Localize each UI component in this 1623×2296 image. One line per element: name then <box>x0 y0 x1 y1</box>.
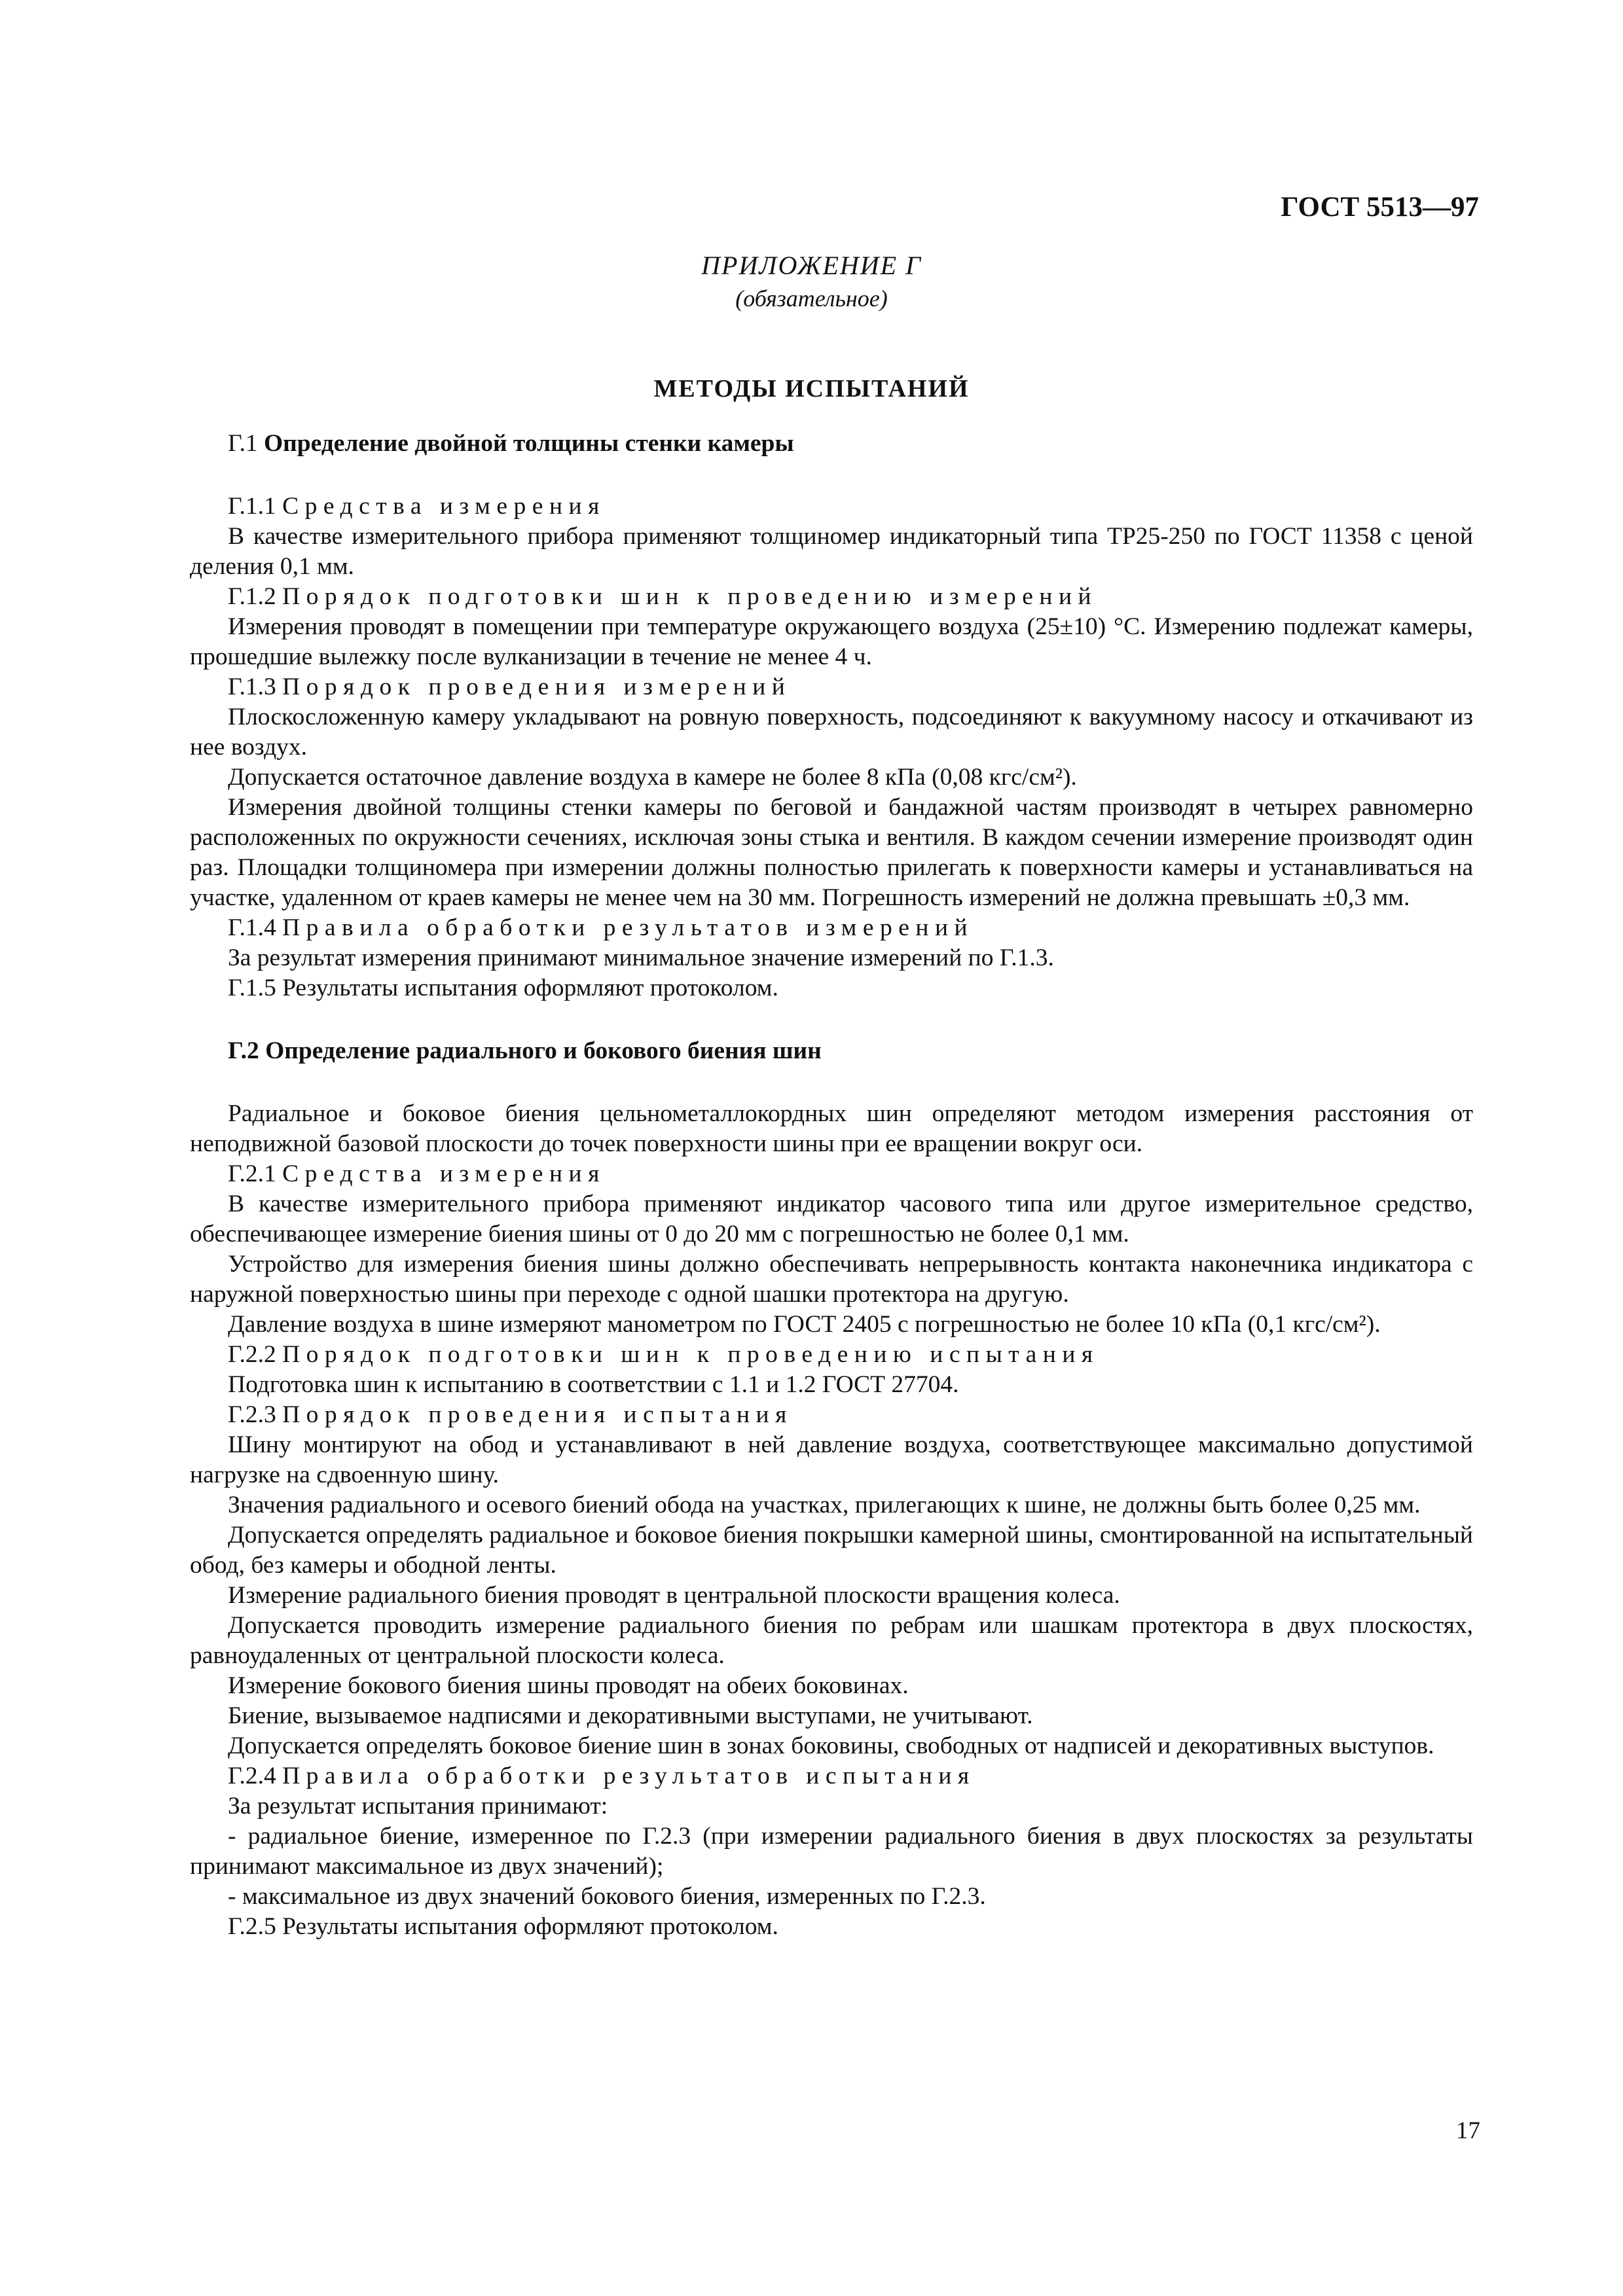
paragraph: Измерение радиального биения проводят в центральной плоскости вращения колеса. <box>228 1582 1120 1609</box>
subsection-title: Средства измерения <box>282 493 606 520</box>
subsection-heading <box>190 1400 1473 1430</box>
paragraph: Давление воздуха в шине измеряют манометром по ГОСТ 2405 с погрешностью не более 10 кПа (0,1 кгс/см²). <box>228 1311 1381 1338</box>
paragraph: Г.1.5 Результаты испытания оформляют протоколом. <box>228 975 778 1001</box>
paragraph: Допускается проводить измерение радиального биения по ребрам или шашкам протектора в двух плоскостях, равноудаленных от центральной плоскости колеса. <box>190 1612 1473 1669</box>
subsection-number: Г.2.3 <box>228 1401 276 1428</box>
subsection-number: Г.2.4 <box>228 1763 276 1789</box>
subsection-number: Г.1.1 <box>228 493 276 520</box>
subsection-heading <box>190 672 1473 702</box>
paragraph: В качестве измерительного прибора применяют индикатор часового типа или другое измерительное средство, обеспечивающее измерение биения шины от 0 до 20 мм с погрешностью не более 0,1 мм. <box>190 1191 1473 1247</box>
subsection-title: Порядок подготовки шин к проведению измерений <box>282 583 1098 610</box>
subsection-heading <box>190 1761 1473 1791</box>
list-item: - максимальное из двух значений бокового биения, измеренных по Г.2.3. <box>228 1883 986 1910</box>
subsection-number: Г.2.2 <box>228 1341 276 1368</box>
paragraph: Значения радиального и осевого биений обода на участках, прилегающих к шине, не должны быть более 0,25 мм. <box>228 1492 1421 1518</box>
paragraph: Г.2.5 Результаты испытания оформляют протоколом. <box>228 1913 778 1940</box>
section-number: Г.1 <box>228 430 258 457</box>
section-heading-g1 <box>190 429 1473 459</box>
paragraph: Допускается определять боковое биение шин в зонах боковины, свободных от надписей и декоративных выступов. <box>228 1732 1434 1759</box>
paragraph: Шину монтируют на обод и устанавливают в ней давление воздуха, соответствующее максимально допустимой нагрузке на сдвоенную шину. <box>190 1431 1473 1488</box>
paragraph: Биение, вызываемое надписями и декоративными выступами, не учитывают. <box>228 1702 1033 1729</box>
paragraph: Допускается определять радиальное и боковое биения покрышки камерной шины, смонтированной на испытательный обод, без камеры и ободной ленты. <box>190 1522 1473 1579</box>
document-body <box>190 429 1473 1942</box>
subsection-number: Г.1.4 <box>228 914 276 941</box>
paragraph: Радиальное и боковое биения цельнометаллокордных шин определяют методом измерения расстояния от неподвижной базовой плоскости до точек поверхности шины при ее вращении вокруг оси. <box>190 1100 1473 1157</box>
page-number: 17 <box>1456 2117 1480 2144</box>
subsection-heading <box>190 582 1473 612</box>
paragraph: За результат испытания принимают: <box>228 1793 608 1820</box>
subsection-number: Г.1.3 <box>228 673 276 700</box>
subsection-heading <box>190 492 1473 522</box>
paragraph: Устройство для измерения биения шины должно обеспечивать непрерывность контакта наконечника индикатора с наружной поверхностью шины при переходе с одной шашки протектора на другую. <box>190 1251 1473 1308</box>
subsection-number: Г.2.1 <box>228 1160 276 1187</box>
paragraph: Допускается остаточное давление воздуха в камере не более 8 кПа (0,08 кгс/см²). <box>228 764 1077 791</box>
subsection-heading <box>190 913 1473 943</box>
appendix-subtitle: (обязательное) <box>735 285 888 312</box>
subsection-title: Порядок проведения испытания <box>282 1401 793 1428</box>
section-heading-text: Определение двойной толщины стенки камеры <box>263 430 794 457</box>
document-code: ГОСТ 5513—97 <box>1281 192 1479 223</box>
paragraph: Плоскосложенную камеру укладывают на ровную поверхность, подсоединяют к вакуумному насосу и откачивают из нее воздух. <box>190 704 1473 761</box>
subsection-number: Г.1.2 <box>228 583 276 610</box>
subsection-title: Средства измерения <box>282 1160 606 1187</box>
paragraph: Подготовка шин к испытанию в соответствии с 1.1 и 1.2 ГОСТ 27704. <box>228 1371 959 1398</box>
appendix-title: ПРИЛОЖЕНИЕ Г <box>701 251 922 280</box>
subsection-title: Порядок проведения измерений <box>282 673 792 700</box>
paragraph: Измерения проводят в помещении при температуре окружающего воздуха (25±10) °С. Измерению подлежат камеры, прошедшие вылежку после вулканизации в течение не менее 4 ч. <box>190 613 1473 670</box>
subsection-heading <box>190 1340 1473 1370</box>
paragraph: Измерение бокового биения шины проводят на обеих боковинах. <box>228 1672 909 1699</box>
subsection-title: Правила обработки результатов испытания <box>282 1763 976 1789</box>
list-item: - радиальное биение, измеренное по Г.2.3 (при измерении радиального биения в двух плоскостях за результаты принимают максимальное из двух значений); <box>190 1823 1473 1880</box>
subsection-heading <box>190 1159 1473 1189</box>
paragraph: Измерения двойной толщины стенки камеры по беговой и бандажной частям производят в четырех равномерно расположенных по окружности сечениях, исключая зоны стыка и вентиля. В каждом сечении измерение производят один раз. Площадки толщиномера при измерении должны полностью прилегать к поверхности камеры и устанавливаться на участке, удаленном от краев камеры не менее чем на 30 мм. Погрешность измерений не должна превышать ±0,3 мм. <box>190 794 1473 911</box>
main-title: МЕТОДЫ ИСПЫТАНИЙ <box>653 375 970 403</box>
subsection-title: Порядок подготовки шин к проведению испытания <box>282 1341 1099 1368</box>
subsection-title: Правила обработки результатов измерений <box>282 914 974 941</box>
paragraph: За результат измерения принимают минимальное значение измерений по Г.1.3. <box>228 944 1054 971</box>
paragraph: В качестве измерительного прибора применяют толщиномер индикаторный типа ТР25-250 по ГОСТ 11358 с ценой деления 0,1 мм. <box>190 523 1473 580</box>
section-heading-g2: Г.2 Определение радиального и бокового биения шин <box>228 1037 822 1064</box>
